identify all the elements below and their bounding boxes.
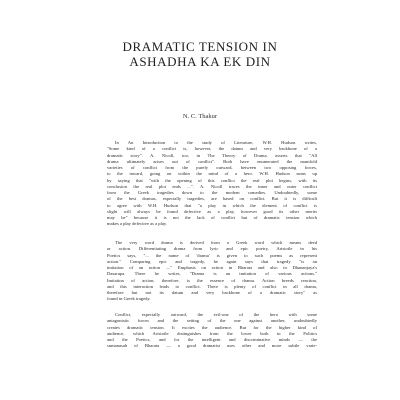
article-title-line-2: ASHADHA KA EK DIN xyxy=(129,54,271,69)
text-line: audience, which Aristotle distinguishes from the lower both in the Politics xyxy=(107,330,317,336)
paragraph-3 xyxy=(107,312,317,350)
text-line: and this interaction leads to conflict. There is plenty of conflict in all drama, xyxy=(107,283,317,289)
text-line: drama ultimately arises out of conflict". Both have enumerated the manifold xyxy=(107,158,317,164)
text-line: from the Greek tragedies down to the modern comedies. Undoubtedly, some xyxy=(107,190,317,195)
text-line: Dasarupa. There he writes, "Drama is an imitation of various actions." xyxy=(107,271,317,277)
text-line: and the Poetics, and for the intelligent and discriminative minds — the xyxy=(107,337,317,342)
text-line: slight will always be found defective as a play, however good its other merits xyxy=(107,208,317,214)
author-name: N. C. Thakur xyxy=(182,113,218,120)
text-line: of the best dramas, especially tragedies, are based on conflict. But it is difficult xyxy=(107,196,317,202)
text-line: varieties of conflict from the purely outward, between two opposing forces, xyxy=(107,165,317,170)
text-line: to the inward, going on within the mind of a hero. W.H. Hudson sums up xyxy=(107,171,317,177)
paragraph-2 xyxy=(107,240,317,303)
text-line: to agree with W.H. Hudson that "a play in which the element of conflict is xyxy=(107,202,317,208)
text-line: creates dramatic tension. It excites the audience. But for the higher kind of xyxy=(107,324,317,330)
article-title-line-1: DRAMATIC TENSION IN xyxy=(122,39,278,54)
text-line: In An Introduction to the study of Literature, W.H. Hudson writes, xyxy=(115,140,317,145)
text-line: found in Greek tragedy. xyxy=(107,296,151,302)
text-line: may be" because it is not the lack of conflict but of dramatic tension which xyxy=(107,215,317,220)
text-line: dramatic story". A. Nicoll, too, in The Theory of Drama, asserts that "All xyxy=(107,152,317,158)
text-line: by saying that "with the opening of this conflict the real plot begins, with its xyxy=(107,177,317,183)
text-line: conclusion the real plot ends ...". A. Nicoll traces the inner and outer conflict xyxy=(107,183,317,189)
text-line: Imitation of action, therefore, is the essence of drama. Action breeds reaction, xyxy=(107,277,317,283)
text-line: "Some kind of a conflict is, however, the datum and very backbone of a xyxy=(107,146,317,152)
text-line: Poetics says, "... the name of 'drama' is given to such poems as represent xyxy=(107,252,317,258)
paragraph-1 xyxy=(107,140,317,228)
text-line: Conflict, especially outward, the evil-one of the hero with some xyxy=(115,312,317,317)
text-line: makes a play defective as a play. xyxy=(107,221,168,227)
text-line: action." Comparing epic and tragedy, he again says that tragedy "is an xyxy=(107,258,317,264)
text-line: imitation of an action ...." Emphasis on action in Bharata and also in Dhananjaya's xyxy=(107,265,317,270)
text-line: The very word drama is derived from a Greek word which means deed xyxy=(115,240,317,245)
text-line: sumanasah of Bharata — a good dramatist uses other and more subtle varie- xyxy=(107,343,317,349)
text-line: antagonistic forces and the setting of the one against another, undoubtedly xyxy=(107,318,317,324)
text-line: therefore but not its datum and very backbone of a dramatic story" as xyxy=(107,290,317,295)
text-line: or action. Differentiating drama from lyric and epic poetry, Aristotle in his xyxy=(107,246,317,252)
